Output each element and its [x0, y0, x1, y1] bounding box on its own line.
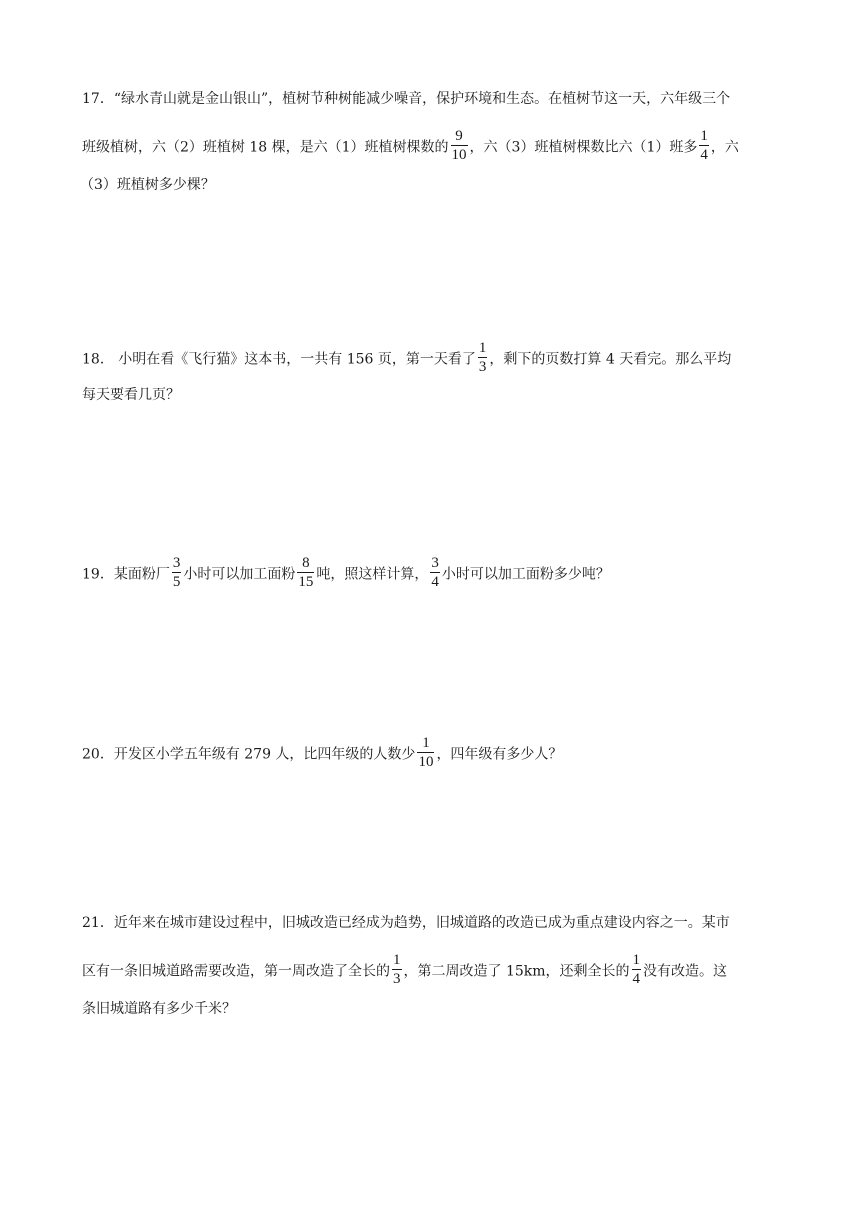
- fraction-one-third: [478, 339, 488, 376]
- fraction-numerator: 3: [172, 555, 181, 571]
- fraction-numerator: 1: [393, 952, 401, 968]
- problem-19-text-1c: 吨，照这样计算，: [316, 566, 429, 583]
- problem-17-text-2b: ，六（3）班植树棵数比六（1）班多: [469, 139, 698, 156]
- problem-21-text-2b: ，第二周改造了 15km，还剩全长的: [403, 963, 630, 980]
- fraction-denominator: 4: [632, 971, 641, 987]
- fraction-numerator: 1: [632, 952, 641, 968]
- fraction-numerator: 1: [417, 734, 434, 753]
- fraction-one-third: [392, 951, 402, 988]
- problem-17-line-2: [82, 128, 739, 163]
- fraction-numerator: 3: [431, 555, 439, 571]
- fraction-three-fifths: [172, 554, 182, 591]
- fraction-one-quarter: [699, 127, 709, 164]
- problem-18-line-1: [82, 340, 732, 375]
- fraction-denominator: 10: [451, 147, 467, 163]
- fraction-denominator: 4: [431, 574, 439, 590]
- fraction-three-quarters: [430, 554, 440, 591]
- fraction-numerator: 8: [297, 554, 314, 573]
- problem-18-line-2: [82, 385, 180, 405]
- problem-20-text-1a: 20．开发区小学五年级有 279 人，比四年级的人数少: [82, 746, 416, 763]
- fraction-denominator: 15: [298, 574, 314, 590]
- fraction-denominator: 3: [393, 971, 401, 987]
- problem-19-text-1a: 19．某面粉厂: [82, 566, 170, 583]
- fraction-denominator: 10: [418, 754, 434, 770]
- fraction-numerator: 1: [478, 340, 487, 356]
- problem-21-text-2c: 没有改造。这: [643, 963, 728, 980]
- problem-20-text-1b: ，四年级有多少人？: [436, 746, 563, 763]
- problem-17-text-2c: ，六: [710, 139, 739, 156]
- problem-17-text-2a: 班级植树，六（2）班植树 18 棵，是六（1）班植树棵数的: [82, 139, 449, 156]
- problem-21-line-1: [82, 913, 730, 933]
- fraction-denominator: 5: [172, 574, 181, 590]
- fraction-denominator: 3: [478, 359, 487, 375]
- problem-17-text-3: （3）班植树多少棵？: [80, 177, 215, 193]
- problem-19-text-1b: 小时可以加工面粉: [183, 566, 296, 583]
- problem-21-text-3: 条旧城道路有多少千米？: [82, 1001, 236, 1017]
- fraction-one-quarter: [632, 951, 642, 988]
- problem-21-text-2a: 区有一条旧城道路需要改造，第一周改造了全长的: [82, 963, 390, 980]
- problem-21-line-2: [82, 952, 728, 987]
- problem-19-line-1: [82, 555, 610, 590]
- problem-17-text-1: 17．“绿水青山就是金山银山”，植树节种树能减少噪音，保护环境和生态。在植树节这一天，六年级三个: [82, 91, 731, 107]
- problem-19-text-1d: 小时可以加工面粉多少吨？: [441, 566, 610, 583]
- fraction-numerator: 1: [700, 128, 708, 144]
- problem-18-text-2: 每天要看几页？: [82, 387, 180, 403]
- problem-21-line-3: [82, 999, 236, 1019]
- fraction-numerator: 9: [451, 127, 468, 146]
- problem-18-text-1a: 18． 小明在看《飞行猫》这本书，一共有 156 页，第一天看了: [82, 351, 476, 368]
- fraction-one-tenth: [417, 734, 434, 771]
- problem-20-line-1: [82, 735, 563, 770]
- problem-21-text-1: 21．近年来在城市建设过程中，旧城改造已经成为趋势，旧城道路的改造已成为重点建设内容之一。某市: [82, 915, 730, 931]
- fraction-denominator: 4: [700, 147, 708, 163]
- problem-17-line-3: [80, 175, 215, 195]
- fraction-nine-tenths: [451, 127, 468, 164]
- problem-17-line-1: [82, 89, 730, 109]
- problem-18-text-1b: ，剩下的页数打算 4 天看完。那么平均: [489, 351, 732, 368]
- fraction-eight-fifteenths: [297, 554, 314, 591]
